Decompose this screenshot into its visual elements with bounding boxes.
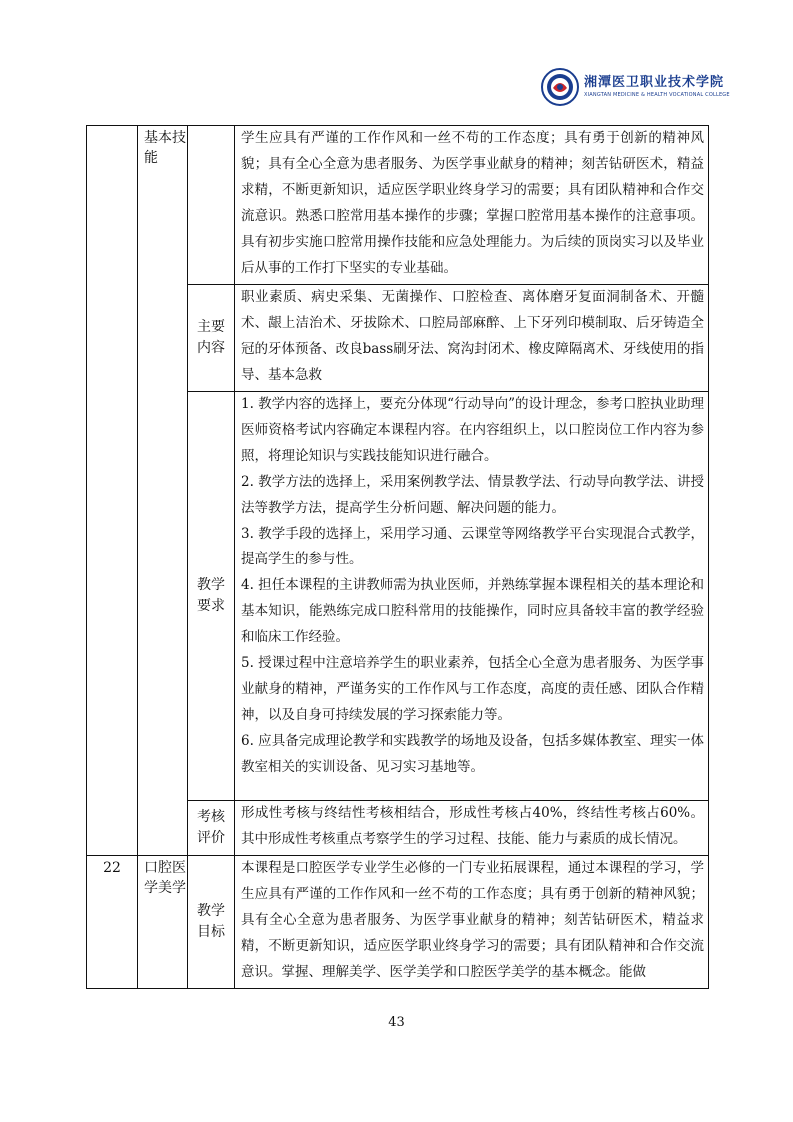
teaching-requirements-label: 教学要求: [188, 392, 235, 801]
course-name-cell: 基本技能: [138, 126, 188, 856]
main-content-text: 职业素质、病史采集、无菌操作、口腔检查、离体磨牙复面洞制备术、开髓术、龈上洁治术、牙拔除术、口腔局部麻醉、上下牙列印模制取、后牙铸造全冠的牙体预备、改良bass刷牙法、窝沟封闭术、橡皮障隔离术、牙线使用的指导、基本急救: [235, 285, 709, 392]
table-row-basic-skill: [87, 126, 709, 285]
requirement-item-1: 1. 教学内容的选择上，要充分体现“行动导向”的设计理念，参考口腔执业助理医师资格考试内容确定本课程内容。在内容组织上，以口腔岗位工作内容为参照，将理论知识与实践技能知识进行融合。: [241, 396, 704, 464]
requirement-item-5: 5. 授课过程中注意培养学生的职业素养，包括全心全意为患者服务、为医学事业献身的精神，严谨务实的工作作风与工作态度，高度的责任感、团队合作精神，以及自身可持续发展的学习探索能力等。: [241, 655, 704, 723]
page-number: 43: [388, 1015, 405, 1030]
logo-subtitle: XIANGTAN MEDICINE & HEALTH VOCATIONAL COLLEGE: [584, 92, 730, 98]
course-number-cell: [87, 126, 138, 856]
course-name-cell: 口腔医学美学: [138, 856, 188, 989]
requirement-item-2: 2. 教学方法的选择上，采用案例教学法、情景教学法、行动导向教学法、讲授法等教学方法，提高学生分析问题、解决问题的能力。: [241, 473, 704, 516]
teaching-requirements-text: [235, 392, 709, 801]
teaching-objective-label: 教学目标: [188, 856, 235, 989]
college-emblem-icon: [541, 68, 579, 106]
table-row-course-22: [87, 856, 709, 989]
requirement-item-4: 4. 担任本课程的主讲教师需为执业医师，并熟练掌握本课程相关的基本理论和基本知识，能熟练完成口腔科常用的技能操作，同时应具备较丰富的教学经验和临床工作经验。: [241, 577, 704, 646]
basic-skill-text: 学生应具有严谨的工作作风和一丝不苟的工作态度；具有勇于创新的精神风貌；具有全心全意为患者服务、为医学事业献身的精神；刻苦钻研医术，精益求精，不断更新知识，适应医学职业终身学习的需要；具有团队精神和合作交流意识。熟悉口腔常用基本操作的步骤；掌握口腔常用基本操作的注意事项。具有初步实施口腔常用操作技能和应急处理能力。为后续的顶岗实习以及毕业后从事的工作打下坚实的专业基础。: [235, 126, 709, 285]
course-table: [86, 125, 709, 989]
row-label-cell: [188, 126, 235, 285]
assessment-text: 形成性考核与终结性考核相结合，形成性考核占40%，终结性考核占60%。其中形成性考核重点考察学生的学习过程、技能、能力与素质的成长情况。: [235, 801, 709, 856]
logo-title: 湘潭医卫职业技术学院: [584, 75, 725, 90]
requirement-item-3: 3. 教学手段的选择上，采用学习通、云课堂等网络教学平台实现混合式教学，提高学生的参与性。: [241, 525, 704, 568]
assessment-label: 考核评价: [188, 801, 235, 856]
requirement-item-6: 6. 应具备完成理论教学和实践教学的场地及设备，包括多媒体教室、理实一体教室相关的实训设备、见习实习基地等。: [241, 732, 704, 775]
college-logo: [541, 68, 730, 110]
main-content-label: 主要内容: [188, 285, 235, 392]
teaching-objective-text: 本课程是口腔医学专业学生必修的一门专业拓展课程，通过本课程的学习，学生应具有严谨的工作作风和一丝不苟的工作态度；具有勇于创新的精神风貌；具有全心全意为患者服务、为医学事业献身的精神；刻苦钻研医术，精益求精，不断更新知识，适应医学职业终身学习的需要；具有团队精神和合作交流意识。掌握、理解美学、医学美学和口腔医学美学的基本概念。能做: [235, 856, 709, 989]
course-number-cell: 22: [87, 856, 138, 989]
